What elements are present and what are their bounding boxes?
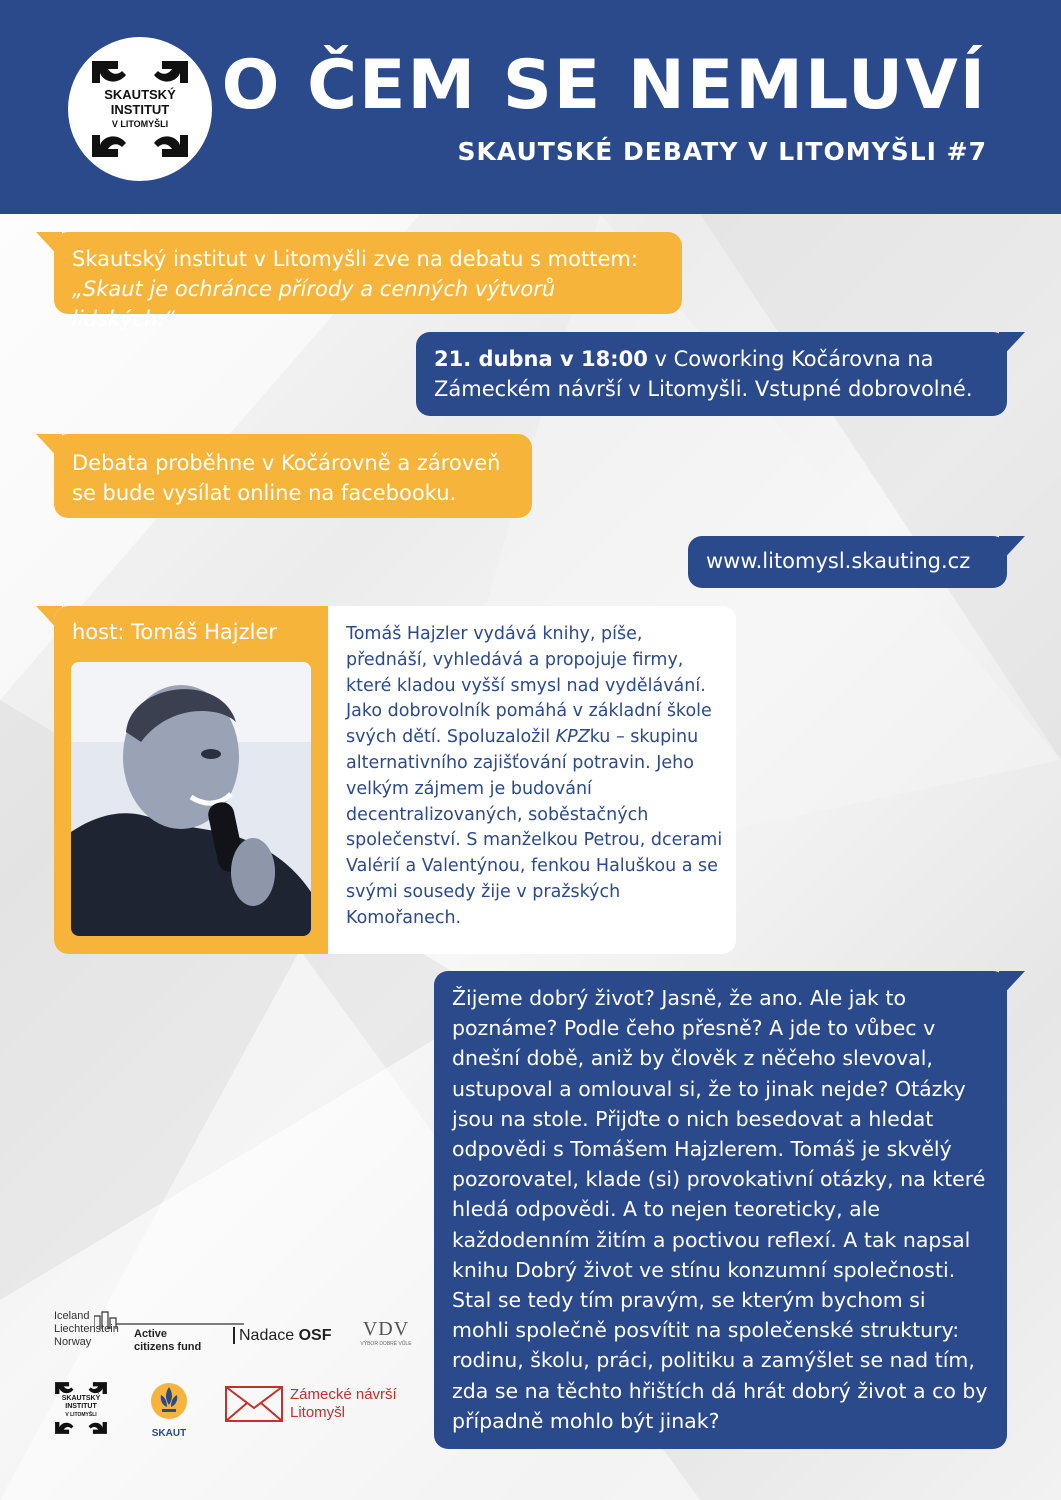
host-card [54, 606, 736, 954]
logo-line2: INSTITUT [110, 102, 170, 117]
small-logo-text [54, 1395, 108, 1419]
envelope-building-icon [225, 1386, 283, 1422]
junak-skaut-logo [146, 1381, 192, 1439]
eea-country-2: Liechtenstein [54, 1323, 119, 1335]
invite-motto: „Skaut je ochránce přírody a cenných výtvorů lidských.“ [72, 277, 556, 331]
host-portrait-image [71, 662, 311, 936]
bio-part1: Tomáš Hajzler vydává knihy, píše, přednáší, vyhledává a propojuje firmy, které kladou vyšší smysl nad vydělávání. Jako dobrovolník pomáhá v základní škole svých dětí. Spoluzaložil [346, 624, 712, 748]
date-bubble [416, 332, 1007, 416]
online-text: Debata proběhne v Kočárovně a zároveň se bude vysílat online na facebooku. [72, 451, 501, 505]
vdv-subtitle: VÝBOR DOBRÉ VŮLE [360, 1341, 412, 1347]
description-bubble [434, 971, 1007, 1449]
small-logo-line1: SKAUTSKÝ [61, 1395, 101, 1402]
eea-country-3: Norway [54, 1336, 92, 1348]
bubble-tail [36, 434, 62, 462]
small-logo-line3: V LITOMYŠLI [65, 1412, 97, 1418]
skaut-label: SKAUT [151, 1428, 187, 1439]
osf-bold: OSF [298, 1327, 332, 1344]
eea-country-1: Iceland [54, 1310, 90, 1322]
vdv-logo [358, 1318, 414, 1347]
online-bubble [54, 434, 532, 518]
small-logo-line2: INSTITUT [65, 1403, 97, 1410]
bubble-tail [999, 971, 1025, 999]
header [0, 0, 1061, 214]
skautsky-institut-small-logo [54, 1381, 108, 1435]
host-panel [54, 606, 328, 954]
website-bubble[interactable] [688, 536, 1007, 588]
invite-bubble [54, 232, 682, 331]
vdv-mark: VDV [362, 1318, 410, 1340]
host-photo [71, 662, 311, 936]
bubble-tail [36, 232, 62, 260]
zamecke-line1: Zámecké návrší [290, 1386, 397, 1403]
page-subtitle: SKAUTSKÉ DEBATY V LITOMYŠLI #7 [457, 137, 987, 166]
host-bio [346, 622, 726, 932]
eea-building-icon [94, 1310, 244, 1330]
bio-part2: ku – skupinu alternativního zajišťování potravin. Jeho velkým zájmem je budování decentralizovaných, soběstačných společenství. S manželkou Petrou, dcerami Valérií a Valentýnou, fenkou Haluškou a se svými sousedy žije v pražských Komořanech. [346, 727, 723, 928]
logo-line1: SKAUTSKÝ [104, 87, 176, 102]
acf-line1: Active [134, 1328, 168, 1340]
acf-line2: citizens fund [134, 1341, 202, 1353]
website-link[interactable]: www.litomysl.skauting.cz [706, 549, 971, 573]
eea-grants-logo [54, 1310, 202, 1353]
description-text: Žijeme dobrý život? Jasně, že ano. Ale jak to poznáme? Podle čeho přesně? A jde to vůbec v dnešní době, aniž by člověk z něčeho slevoval, ustupoval a omlouval si, že to jinak nejde? Otázky jsou na stole. Přijďte o nich besedovat a hledat odpovědi s Tomášem Hajzlerem. Tomáš je skvělý pozorovatel, klade (si) provokativní otázky, na které hledá odpovědi. A to nejen teoreticky, ale každodenním žitím a poctivou reflexí. A tak napsal knihu Dobrý život ve stínu konzumní společnosti. Stal se tedy tím pravým, se kterým bychom si mohli společně posvítit na společenské struktury: rodinu, školu, práci, politiku a zamýšlet se nad tím, zda se na těchto hřištích dá hrát dobrý život a co by případně mohlo být jinak? [452, 986, 988, 1433]
event-location: v Coworking Kočárovna na Zámeckém návrší v Litomyšli. Vstupné dobrovolné. [434, 347, 973, 401]
page-title: O ČEM SE NEMLUVÍ [221, 46, 987, 125]
logo-text [68, 87, 212, 132]
osf-prefix: Nadace [233, 1327, 299, 1344]
logo-line3: V LITOMYŠLI [111, 119, 169, 129]
bubble-tail [999, 332, 1025, 360]
zamecke-navrsi-logo [225, 1386, 397, 1427]
bubble-tail [999, 536, 1025, 564]
bio-kpz: KPZ [555, 727, 590, 748]
invite-text: Skautský institut v Litomyšli zve na debatu s mottem: [72, 247, 638, 271]
nadace-osf-logo [233, 1327, 331, 1345]
zamecke-text [290, 1386, 397, 1422]
scout-lily-icon [149, 1381, 189, 1421]
skautsky-institut-logo [68, 37, 212, 181]
active-citizens-fund [134, 1328, 214, 1354]
zamecke-line2: Litomyšl [290, 1404, 346, 1421]
host-label: host: Tomáš Hajzler [72, 620, 278, 644]
event-datetime: 21. dubna v 18:00 [434, 347, 648, 371]
